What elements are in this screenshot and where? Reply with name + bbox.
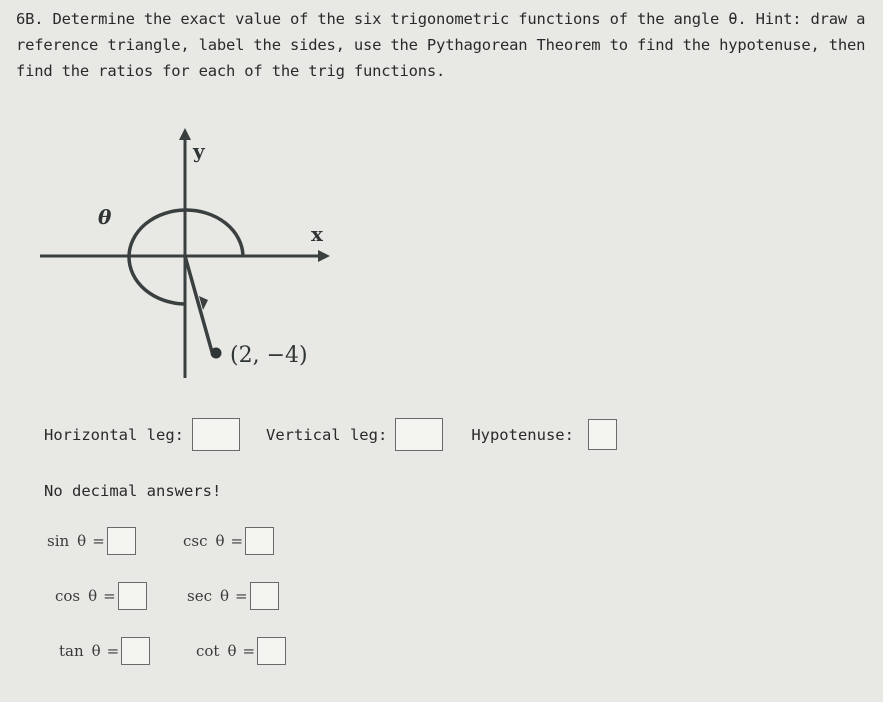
sin-input[interactable]	[107, 527, 136, 555]
theta-symbol: θ	[91, 642, 101, 660]
hypotenuse-input[interactable]	[588, 419, 617, 450]
y-axis-arrowhead	[179, 128, 191, 140]
equals-sign: =	[230, 532, 244, 550]
vertical-leg-label: Vertical leg:	[265, 425, 388, 444]
equals-sign: =	[103, 587, 116, 605]
legs-row	[44, 418, 617, 451]
no-decimal-note: No decimal answers!	[44, 482, 222, 500]
theta-symbol: θ	[227, 642, 237, 660]
angle-label: θ	[98, 205, 112, 229]
sin-row	[47, 527, 136, 555]
cos-row	[55, 582, 147, 610]
y-axis-label: y	[193, 139, 205, 163]
sin-label: sin	[47, 532, 70, 550]
equals-sign: =	[92, 532, 105, 550]
theta-symbol: θ	[215, 532, 225, 550]
x-axis-label: x	[311, 222, 323, 246]
cos-label: cos	[55, 587, 81, 605]
terminal-side	[185, 256, 212, 352]
cot-input[interactable]	[257, 637, 286, 665]
csc-input[interactable]	[245, 527, 274, 555]
hypotenuse-label: Hypotenuse:	[471, 425, 574, 444]
cot-label: cot	[196, 642, 220, 660]
theta-symbol: θ	[219, 587, 230, 605]
equals-sign: =	[242, 642, 256, 660]
csc-row	[183, 527, 274, 555]
theta-symbol: θ	[77, 532, 87, 550]
tan-input[interactable]	[121, 637, 150, 665]
equals-sign: =	[235, 587, 248, 605]
horizontal-leg-input[interactable]	[192, 418, 240, 451]
problem-statement: 6B. Determine the exact value of the six trigonometric functions of the angle θ. Hint: draw a reference triangle, label the sides, use the Pythagorean Theorem to find the hypotenuse, then find the ratios for each of the trig functions.	[16, 10, 866, 80]
tan-label: tan	[59, 642, 84, 660]
equals-sign: =	[106, 642, 120, 660]
point-dot	[211, 348, 222, 359]
cot-row	[196, 637, 286, 665]
csc-label: csc	[183, 532, 208, 550]
theta-symbol: θ	[88, 587, 98, 605]
x-axis-arrowhead	[318, 250, 330, 262]
tan-row	[59, 637, 150, 665]
sec-label: sec	[187, 587, 212, 605]
horizontal-leg-label: Horizontal leg:	[44, 425, 184, 444]
sec-row	[187, 582, 279, 610]
angle-diagram	[40, 120, 340, 390]
cos-input[interactable]	[118, 582, 147, 610]
vertical-leg-input[interactable]	[395, 418, 443, 451]
sec-input[interactable]	[250, 582, 279, 610]
point-label: (2, −4)	[230, 343, 308, 368]
